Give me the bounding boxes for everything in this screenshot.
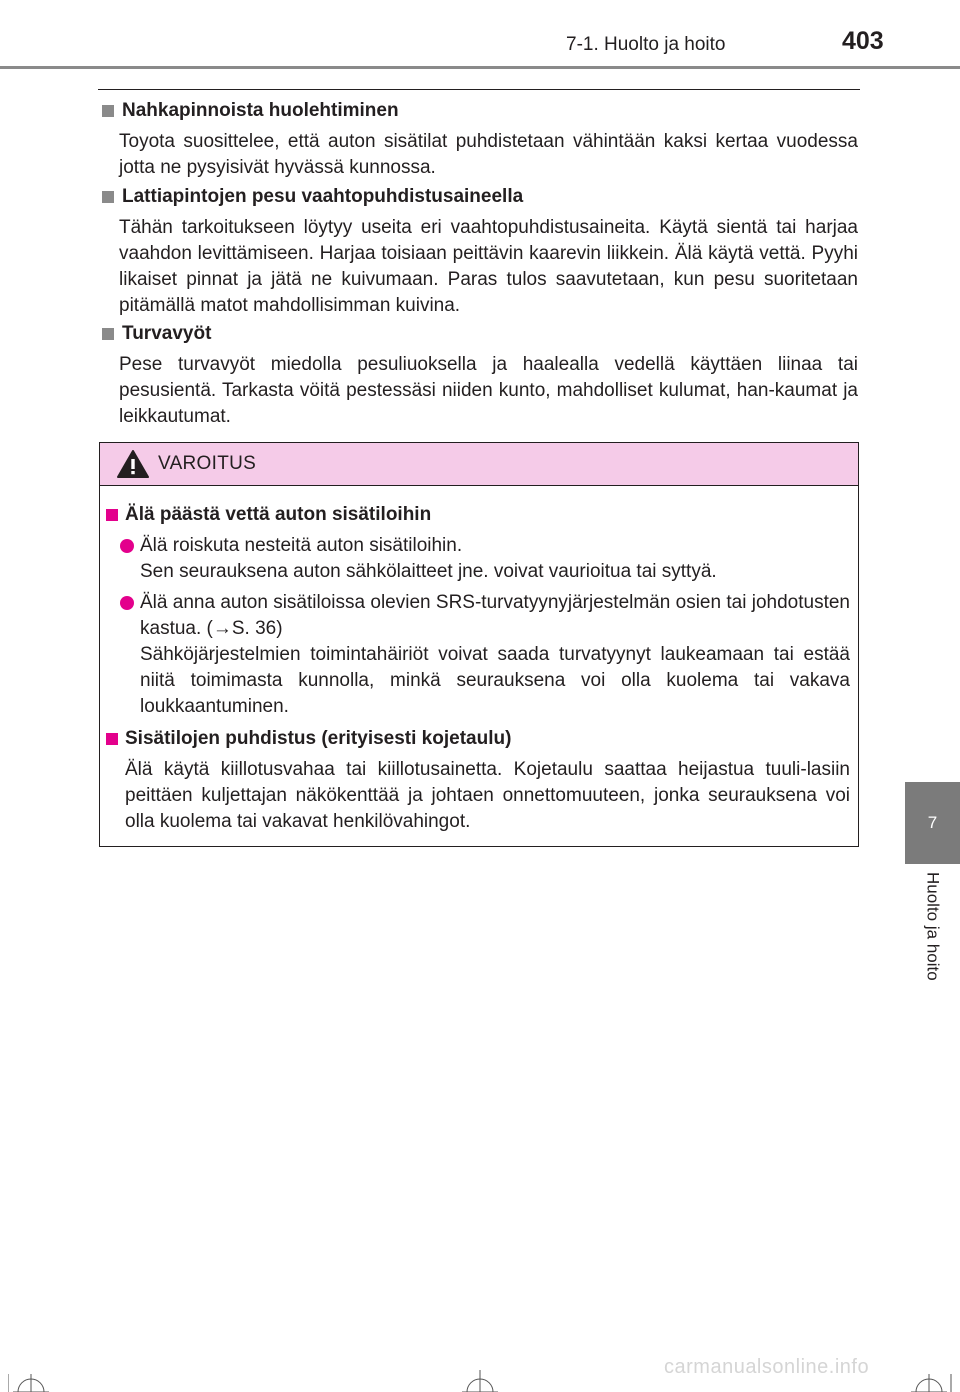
- warning-triangle-icon: [116, 449, 150, 479]
- square-bullet-icon: [102, 191, 114, 203]
- warning-bullet: [120, 590, 850, 720]
- warning-bullet: [120, 533, 850, 585]
- footer-watermark[interactable]: carmanualsonline.info: [664, 1356, 870, 1378]
- chapter-tab-label: [905, 868, 960, 1028]
- header-rule: [0, 66, 960, 69]
- square-bullet-icon: [102, 105, 114, 117]
- header-section-title: 7-1. Huolto ja hoito: [566, 34, 726, 55]
- round-bullet-icon: [120, 539, 134, 553]
- warning-item-text: Älä käytä kiillotusvahaa tai kiillotusainetta. Kojetaulu saattaa heijastua tuuli-lasiin peittäen kuljettajan näkökenttää ja johtaen onnettomuuteen, jonka seurauksena voi olla kuolema tai vakavat henkilövahingot.: [125, 759, 850, 832]
- chapter-tab-label-text: Huolto ja hoito: [923, 872, 943, 981]
- page-number: 403: [842, 27, 884, 55]
- square-bullet-icon: [106, 509, 118, 521]
- bullet-line: Älä anna auton sisätiloissa olevien SRS-turvatyynyjärjestelmän osien tai johdotusten kastua. (→S. 36): [140, 592, 850, 639]
- section-floor-foam-cleaning: [98, 184, 858, 319]
- warning-item-heading: [106, 502, 850, 528]
- warning-body: [100, 486, 858, 835]
- section-heading: [98, 98, 858, 124]
- section-heading-text: Nahkapinnoista huolehtiminen: [122, 100, 399, 121]
- warning-header: [100, 443, 858, 486]
- round-bullet-icon: [120, 596, 134, 610]
- registration-mark-icon: [8, 1360, 54, 1392]
- registration-mark-icon: [457, 1364, 503, 1392]
- section-heading-text: Lattiapintojen pesu vaahtopuhdistusaineella: [122, 186, 524, 207]
- section-text: Tähän tarkoitukseen löytyy useita eri vaahtopuhdistusaineita. Käytä sientä tai harjaa vaahdon levittämiseen. Harjaa toisiaan peittävin kaarevin liikkein. Älä käytä vettä. Pyyhi likaiset pinnat ja jätä ne kuivumaan. Paras tulos saavutetaan, kun pesu suoritetaan pitämällä matot mahdollisimman kuivina.: [119, 217, 858, 316]
- warning-title: VAROITUS: [158, 453, 257, 474]
- square-bullet-icon: [102, 328, 114, 340]
- content-top-rule: [98, 89, 860, 90]
- section-heading-text: Turvavyöt: [122, 323, 212, 344]
- bullet-line: Älä roiskuta nesteitä auton sisätiloihin.: [140, 535, 463, 556]
- section-seatbelts: [98, 321, 858, 430]
- section-heading: [98, 321, 858, 347]
- warning-item-heading-text: Älä päästä vettä auton sisätiloihin: [125, 504, 432, 525]
- section-text: Toyota suosittelee, että auton sisätilat puhdistetaan vähintään kaksi kertaa vuodessa jotta ne pysyisivät hyvässä kunnossa.: [119, 131, 858, 178]
- warning-item-heading: [106, 726, 850, 752]
- registration-mark-icon: [906, 1360, 952, 1392]
- section-leather-care: [98, 98, 858, 181]
- warning-box: [99, 442, 859, 847]
- bullet-line: Sähköjärjestelmien toimintahäiriöt voivat saada turvatyynyt laukeamaan tai estää niitä toimimasta kunnolla, minkä seurauksena voi olla kuolema tai vakava loukkaantuminen.: [140, 644, 850, 717]
- bullet-line: Sen seurauksena auton sähkölaitteet jne. voivat vaurioitua tai syttyä.: [140, 561, 717, 582]
- square-bullet-icon: [106, 733, 118, 745]
- chapter-tab-number[interactable]: 7: [905, 782, 960, 864]
- warning-item-heading-text: Sisätilojen puhdistus (erityisesti kojetaulu): [125, 728, 512, 749]
- section-text: Pese turvavyöt miedolla pesuliuoksella ja haalealla vedellä käyttäen liinaa tai pesusientä. Tarkasta vöitä pestessäsi niiden kunto, mahdolliset kulumat, han-kaumat ja leikkautumat.: [119, 354, 858, 427]
- section-heading: [98, 184, 858, 210]
